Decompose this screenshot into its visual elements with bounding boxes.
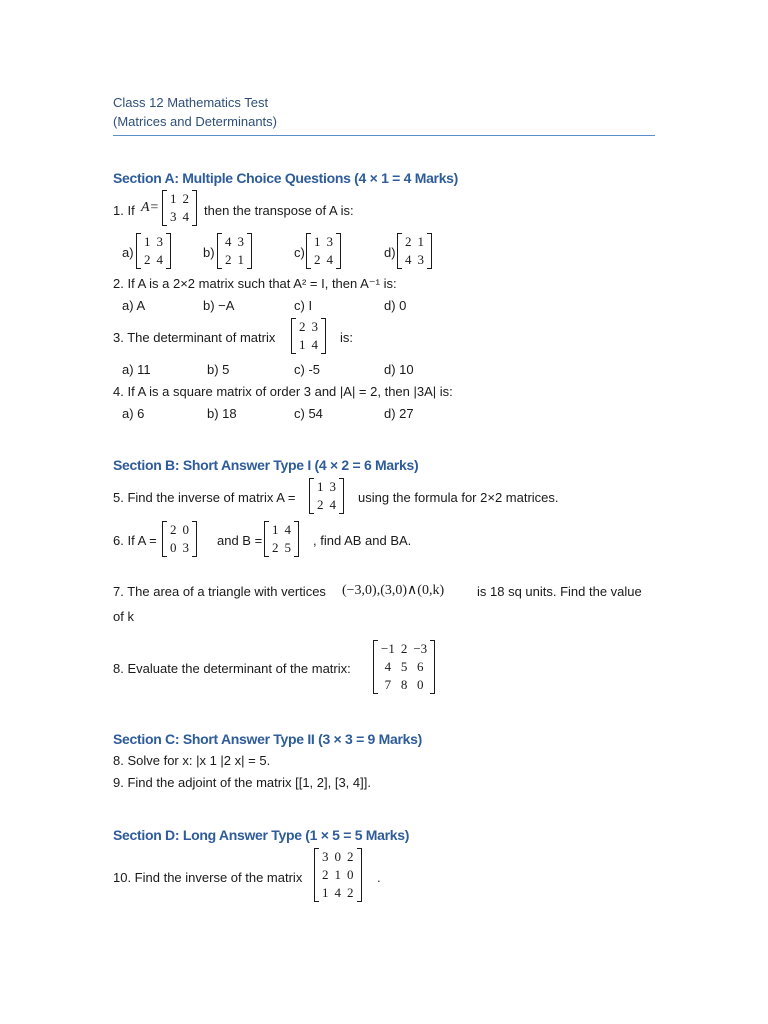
matrix-entry: 3: [170, 209, 177, 224]
q10-matrix: [314, 848, 362, 902]
q7-line2: of k: [113, 609, 134, 624]
q3-suffix: is:: [340, 330, 353, 345]
right-bracket: [430, 640, 435, 694]
matrix-row: [378, 640, 430, 658]
q1-option-b-matrix: [217, 233, 252, 269]
right-bracket: [294, 521, 299, 557]
matrix-grid: [319, 848, 357, 902]
matrix-row: [269, 521, 294, 539]
q6-suffix: , find AB and BA.: [313, 533, 412, 548]
q1-option-d-label: d): [384, 245, 396, 260]
q7-prefix: 7. The area of a triangle with vertices: [113, 584, 326, 599]
matrix-row: [269, 539, 294, 557]
left-bracket: [397, 233, 402, 269]
q2-option-c: c) I: [294, 298, 313, 313]
q1-option-c-label: c): [294, 245, 305, 260]
q3-prefix: 3. The determinant of matrix: [113, 330, 276, 345]
section-a-heading: Section A: Multiple Choice Questions (4 × 1 = 4 Marks): [113, 170, 459, 186]
matrix-entry: 4: [284, 522, 291, 537]
matrix-entry: 2: [317, 497, 324, 512]
matrix-row: [319, 848, 357, 866]
matrix-entry: 2: [314, 252, 321, 267]
matrix-grid: [402, 233, 427, 269]
q2-option-b: b) −A: [203, 298, 235, 313]
left-bracket: [314, 848, 319, 902]
paper-subtitle: (Matrices and Determinants): [113, 114, 277, 129]
q10-prefix: 10. Find the inverse of the matrix: [113, 870, 303, 885]
matrix-entry: 4: [326, 252, 333, 267]
matrix-row: [167, 521, 192, 539]
matrix-grid: [141, 233, 166, 269]
q3-matrix: [291, 318, 326, 354]
header-divider: [113, 135, 655, 136]
matrix-entry: 2: [225, 252, 232, 267]
q7-suffix: is 18 sq units. Find the value: [477, 584, 642, 599]
matrix-row: [319, 884, 357, 902]
q3-option-d: d) 10: [384, 362, 414, 377]
matrix-entry: 1: [170, 191, 177, 206]
matrix-row: [402, 251, 427, 269]
matrix-entry: 2: [405, 234, 412, 249]
matrix-entry: −1: [381, 641, 395, 656]
left-bracket: [136, 233, 141, 269]
section-c-heading: Section C: Short Answer Type II (3 × 3 = 9 Marks): [113, 731, 422, 747]
matrix-row: [311, 251, 336, 269]
matrix-entry: 4: [225, 234, 232, 249]
right-bracket: [336, 233, 341, 269]
matrix-row: [296, 336, 321, 354]
matrix-row: [314, 496, 339, 514]
left-bracket: [373, 640, 378, 694]
right-bracket: [192, 521, 197, 557]
q4-option-d: d) 27: [384, 406, 414, 421]
matrix-entry: 3: [237, 234, 244, 249]
left-bracket: [217, 233, 222, 269]
q1-option-a-label: a): [122, 245, 134, 260]
matrix-entry: 5: [284, 540, 291, 555]
matrix-row: [141, 233, 166, 251]
matrix-entry: 3: [417, 252, 424, 267]
matrix-grid: [167, 190, 192, 226]
right-bracket: [166, 233, 171, 269]
matrix-entry: 0: [334, 849, 341, 864]
matrix-entry: 6: [417, 659, 424, 674]
q3-option-b: b) 5: [207, 362, 230, 377]
right-bracket: [427, 233, 432, 269]
matrix-entry: 3: [326, 234, 333, 249]
matrix-grid: [311, 233, 336, 269]
matrix-entry: 1: [317, 479, 324, 494]
matrix-entry: 2: [299, 319, 306, 334]
left-bracket: [264, 521, 269, 557]
matrix-entry: 1: [299, 337, 306, 352]
paper-title: Class 12 Mathematics Test: [113, 95, 269, 110]
q8-prefix: 8. Evaluate the determinant of the matrix:: [113, 661, 351, 676]
matrix-entry: 4: [182, 209, 189, 224]
right-bracket: [247, 233, 252, 269]
q1-option-d-matrix: [397, 233, 432, 269]
matrix-row: [167, 539, 192, 557]
matrix-entry: 2: [322, 867, 329, 882]
right-bracket: [321, 318, 326, 354]
matrix-entry: 4: [329, 497, 336, 512]
q1-option-b-label: b): [203, 245, 215, 260]
matrix-entry: 2: [170, 522, 177, 537]
q8-solve-text: 8. Solve for x: |x 1 |2 x| = 5.: [113, 753, 271, 768]
matrix-entry: 3: [329, 479, 336, 494]
matrix-row: [296, 318, 321, 336]
q4-text: 4. If A is a square matrix of order 3 and |A| = 2, then |3A| is:: [113, 384, 453, 399]
q3-option-c: c) -5: [294, 362, 320, 377]
matrix-row: [402, 233, 427, 251]
q1-option-c-matrix: [306, 233, 341, 269]
matrix-entry: 1: [272, 522, 279, 537]
q6-middle: and B =: [217, 533, 263, 548]
q4-option-a: a) 6: [122, 406, 145, 421]
matrix-grid: [222, 233, 247, 269]
q1-matrix-a: [162, 190, 197, 226]
matrix-entry: 1: [417, 234, 424, 249]
matrix-entry: 3: [311, 319, 318, 334]
q2-option-d: d) 0: [384, 298, 407, 313]
matrix-entry: 4: [384, 659, 392, 674]
matrix-grid: [314, 478, 339, 514]
matrix-row: [222, 251, 247, 269]
matrix-grid: [296, 318, 321, 354]
right-bracket: [192, 190, 197, 226]
matrix-entry: 0: [182, 522, 189, 537]
matrix-grid: [167, 521, 192, 557]
matrix-entry: 2: [400, 641, 408, 656]
q1-option-a-matrix: [136, 233, 171, 269]
matrix-entry: 3: [156, 234, 163, 249]
q5-suffix: using the formula for 2×2 matrices.: [358, 490, 559, 505]
matrix-entry: 3: [182, 540, 189, 555]
q7-vertices: (−3,0),(3,0)∧(0,k): [342, 583, 445, 598]
matrix-row: [141, 251, 166, 269]
matrix-row: [314, 478, 339, 496]
left-bracket: [309, 478, 314, 514]
q1-prefix: 1. If: [113, 203, 135, 218]
matrix-grid: [269, 521, 294, 557]
matrix-entry: 4: [405, 252, 412, 267]
matrix-entry: 4: [334, 885, 341, 900]
q4-option-c: c) 54: [294, 406, 323, 421]
section-d-heading: Section D: Long Answer Type (1 × 5 = 5 Marks): [113, 827, 410, 843]
q6-matrix-a: [162, 521, 197, 557]
matrix-grid: [378, 640, 430, 694]
q2-option-a: a) A: [122, 298, 146, 313]
q4-option-b: b) 18: [207, 406, 237, 421]
matrix-entry: 0: [347, 867, 354, 882]
matrix-entry: 1: [144, 234, 151, 249]
matrix-entry: 1: [237, 252, 244, 267]
matrix-entry: 2: [347, 885, 354, 900]
matrix-entry: 1: [322, 885, 329, 900]
matrix-entry: 0: [417, 677, 424, 692]
q3-option-a: a) 11: [122, 362, 151, 377]
matrix-entry: 5: [400, 659, 408, 674]
left-bracket: [291, 318, 296, 354]
q9-text: 9. Find the adjoint of the matrix [[1, 2], [3, 4]].: [113, 775, 371, 790]
matrix-row: [319, 866, 357, 884]
matrix-row: [311, 233, 336, 251]
matrix-entry: 2: [144, 252, 151, 267]
matrix-row: [378, 676, 430, 694]
matrix-row: [378, 658, 430, 676]
matrix-entry: 1: [314, 234, 321, 249]
matrix-row: [167, 208, 192, 226]
matrix-entry: 0: [170, 540, 177, 555]
q2-text: 2. If A is a 2×2 matrix such that A² = I, then A⁻¹ is:: [113, 276, 397, 291]
section-b-heading: Section B: Short Answer Type I (4 × 2 = 6 Marks): [113, 457, 419, 473]
q5-matrix: [309, 478, 344, 514]
matrix-row: [222, 233, 247, 251]
left-bracket: [162, 190, 167, 226]
q1-variable: A=: [141, 200, 159, 215]
q10-suffix: .: [377, 870, 381, 885]
matrix-entry: 2: [272, 540, 279, 555]
q8-matrix: [373, 640, 435, 694]
q6-prefix: 6. If A =: [113, 533, 157, 548]
matrix-entry: −3: [413, 641, 428, 656]
matrix-entry: 2: [182, 191, 189, 206]
q5-prefix: 5. Find the inverse of matrix A =: [113, 490, 296, 505]
matrix-row: [167, 190, 192, 208]
left-bracket: [306, 233, 311, 269]
left-bracket: [162, 521, 167, 557]
matrix-entry: 4: [311, 337, 318, 352]
q1-suffix: then the transpose of A is:: [204, 203, 354, 218]
matrix-entry: 3: [322, 849, 329, 864]
matrix-entry: 4: [156, 252, 163, 267]
matrix-entry: 2: [347, 849, 354, 864]
matrix-entry: 7: [384, 677, 392, 692]
matrix-entry: 8: [400, 677, 408, 692]
right-bracket: [357, 848, 362, 902]
right-bracket: [339, 478, 344, 514]
q6-matrix-b: [264, 521, 299, 557]
matrix-entry: 1: [334, 867, 341, 882]
